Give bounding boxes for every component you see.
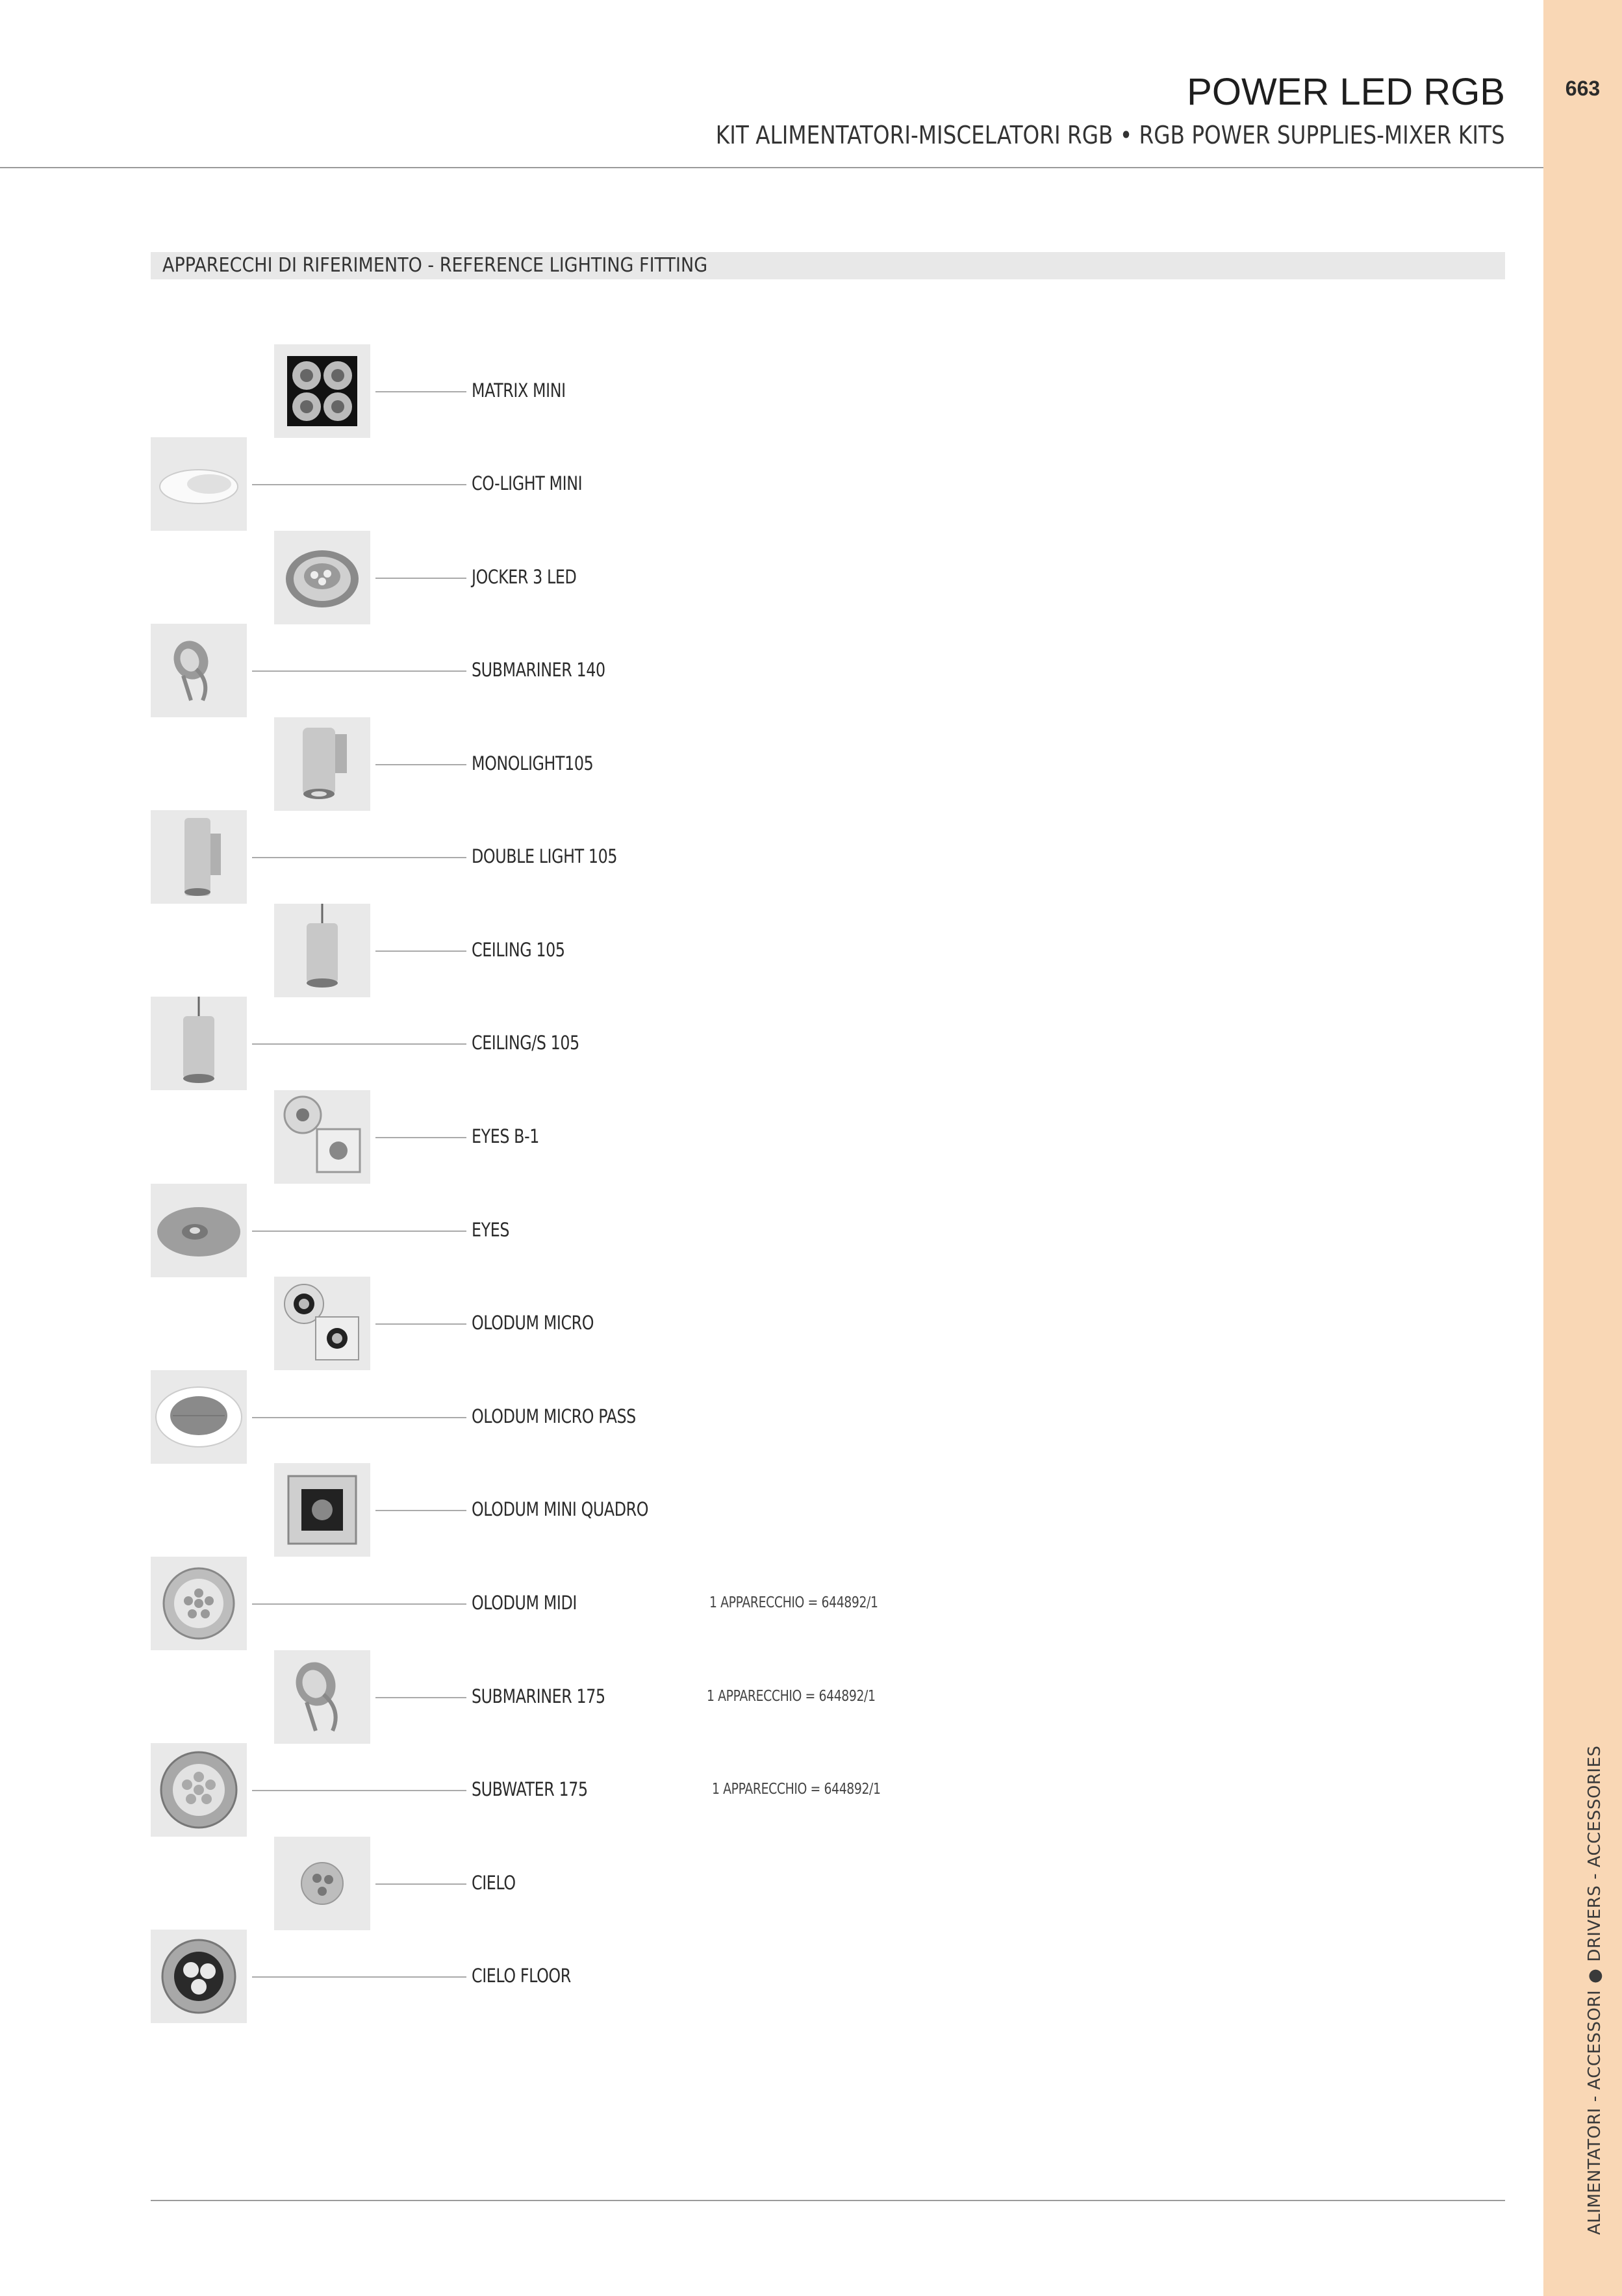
olodum-mini-quadro-icon <box>274 1463 370 1557</box>
fixture-row <box>0 904 1543 997</box>
olodum-midi-icon <box>151 1557 247 1650</box>
fixture-row <box>0 717 1543 811</box>
fixture-name: OLODUM MINI QUADRO <box>472 1498 649 1520</box>
fixture-name: CEILING 105 <box>472 939 565 961</box>
leader-line <box>375 950 466 952</box>
section-title: APPARECCHI DI RIFERIMENTO - REFERENCE LIGHTING FITTING <box>162 254 708 277</box>
fixture-row <box>0 344 1543 438</box>
page-number: 663 <box>1565 77 1601 100</box>
fixture-name: EYES <box>472 1219 510 1241</box>
fixture-name: JOCKER 3 LED <box>472 566 577 588</box>
leader-line <box>252 1043 466 1045</box>
fixture-row <box>0 1650 1543 1744</box>
leader-line <box>375 1137 466 1138</box>
fixture-row <box>0 1370 1543 1464</box>
ceiling-s-105-icon <box>151 997 247 1090</box>
header-divider <box>0 167 1543 168</box>
leader-line <box>252 1231 466 1232</box>
fixture-name: CO-LIGHT MINI <box>472 472 583 494</box>
page-subtitle: KIT ALIMENTATORI-MISCELATORI RGB • RGB POWER SUPPLIES-MIXER KITS <box>716 121 1505 149</box>
fixture-row <box>0 997 1543 1090</box>
sidebar-separator: ● <box>1585 1968 1604 1983</box>
fixture-row <box>0 1090 1543 1184</box>
fixture-name: CIELO <box>472 1872 516 1894</box>
leader-line <box>375 391 466 392</box>
olodum-micro-icon <box>274 1277 370 1370</box>
fixture-row <box>0 1557 1543 1650</box>
fixture-name: OLODUM MICRO PASS <box>472 1405 636 1427</box>
fixture-name: SUBMARINER 175 <box>472 1685 605 1707</box>
fixture-row <box>0 810 1543 904</box>
fixture-name: DOUBLE LIGHT 105 <box>472 845 618 867</box>
sidebar-label-it: ALIMENTATORI - ACCESSORI <box>1585 1989 1604 2235</box>
fixture-name: CEILING/S 105 <box>472 1032 579 1054</box>
fixture-row <box>0 437 1543 531</box>
ceiling-105-icon <box>274 904 370 997</box>
olodum-micro-pass-icon <box>151 1370 247 1464</box>
cielo-icon <box>274 1837 370 1930</box>
fixture-row <box>0 1743 1543 1837</box>
fixture-row <box>0 1837 1543 1930</box>
fixture-name: OLODUM MICRO <box>472 1312 594 1334</box>
fixture-row <box>0 624 1543 717</box>
leader-line <box>252 1790 466 1791</box>
cielo-floor-icon <box>151 1930 247 2023</box>
leader-line <box>375 1323 466 1325</box>
co-light-mini-icon <box>151 437 247 531</box>
eyes-b-1-icon <box>274 1090 370 1184</box>
jocker-3-led-icon <box>274 531 370 624</box>
leader-line <box>252 1976 466 1978</box>
fixture-name: SUBMARINER 140 <box>472 659 605 681</box>
fixture-name: MONOLIGHT105 <box>472 752 594 774</box>
subwater-175-icon <box>151 1743 247 1837</box>
submariner-175-icon <box>274 1650 370 1744</box>
sidebar-label-en: DRIVERS - ACCESSORIES <box>1585 1745 1604 1962</box>
leader-line <box>252 1417 466 1418</box>
page-title: POWER LED RGB <box>1187 71 1505 113</box>
footer-divider <box>151 2200 1505 2201</box>
fixture-row <box>0 1277 1543 1370</box>
matrix-mini-icon <box>274 344 370 438</box>
leader-line <box>375 1510 466 1511</box>
leader-line <box>375 764 466 765</box>
leader-line <box>252 670 466 672</box>
leader-line <box>252 484 466 485</box>
leader-line <box>375 578 466 579</box>
leader-line <box>252 1603 466 1605</box>
eyes-icon <box>151 1184 247 1277</box>
fixture-name: EYES B-1 <box>472 1125 539 1147</box>
fixture-name: MATRIX MINI <box>472 379 566 402</box>
double-light-105-icon <box>151 810 247 904</box>
leader-line <box>375 1697 466 1698</box>
submariner-140-icon <box>151 624 247 717</box>
leader-line <box>252 857 466 858</box>
fixture-row <box>0 1930 1543 2023</box>
sidebar-label <box>1585 1746 1604 2236</box>
fixture-name: OLODUM MIDI <box>472 1592 577 1614</box>
fixture-note: 1 APPARECCHIO = 644892/1 <box>707 1688 876 1705</box>
fixture-row <box>0 531 1543 624</box>
fixture-note: 1 APPARECCHIO = 644892/1 <box>709 1594 878 1611</box>
fixture-row <box>0 1463 1543 1557</box>
fixture-name: SUBWATER 175 <box>472 1778 588 1800</box>
fixture-note: 1 APPARECCHIO = 644892/1 <box>712 1781 881 1798</box>
fixture-row <box>0 1184 1543 1277</box>
leader-line <box>375 1883 466 1885</box>
monolight-105-icon <box>274 717 370 811</box>
sidebar-band <box>1543 0 1622 2296</box>
fixture-name: CIELO FLOOR <box>472 1965 571 1987</box>
